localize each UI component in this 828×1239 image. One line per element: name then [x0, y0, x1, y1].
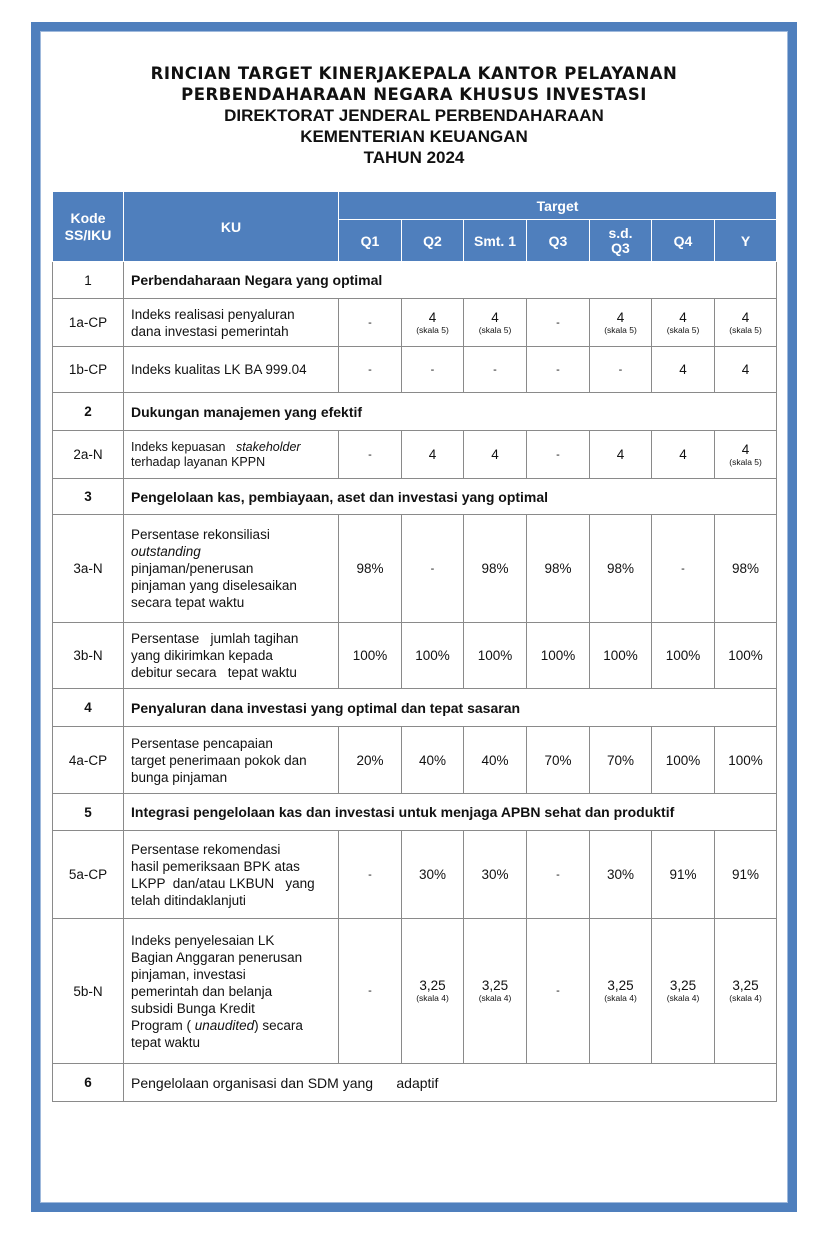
cell-smt1: 40% [464, 727, 527, 794]
cell-q3: 100% [527, 623, 590, 689]
row-code: 5a-CP [53, 831, 124, 919]
row-ku: Persentase pencapaian target penerimaan pokok dan bunga pinjaman [124, 727, 339, 794]
title-line-1: RINCIAN TARGET KINERJAKEPALA KANTOR PELAYANAN [150, 64, 678, 83]
table-row [53, 431, 777, 479]
cell-sdq3: 98% [590, 515, 652, 623]
cell-sdq3: 70% [590, 727, 652, 794]
row-ku: Persentase rekomendasi hasil pemeriksaan BPK atas LKPP dan/atau LKBUN yang telah ditindaklanjuti [124, 831, 339, 919]
title-line-3: DIREKTORAT JENDERAL PERBENDAHARAAN [224, 106, 604, 125]
section-code: 6 [53, 1064, 124, 1102]
section-label: Penyaluran dana investasi yang optimal dan tepat sasaran [124, 689, 777, 727]
row-ku: Persentase rekonsiliasi outstanding pinjaman/penerusan pinjaman yang diselesaikan secara tepat waktu [124, 515, 339, 623]
section-row [53, 393, 777, 431]
cell-sdq3: 3,25 (skala 4) [590, 919, 652, 1064]
cell-y: 100% [715, 623, 777, 689]
cell-q4: 100% [652, 623, 715, 689]
cell-smt1: 4 (skala 5) [464, 299, 527, 347]
cell-q1: - [339, 831, 402, 919]
row-code: 5b-N [53, 919, 124, 1064]
table-row [53, 831, 777, 919]
cell-y: 4 (skala 5) [715, 299, 777, 347]
cell-q1: 20% [339, 727, 402, 794]
cell-q1: - [339, 919, 402, 1064]
document-title [60, 63, 768, 168]
cell-smt1: 30% [464, 831, 527, 919]
section-label: Integrasi pengelolaan kas dan investasi untuk menjaga APBN sehat dan produktif [124, 794, 777, 831]
cell-q4: 4 [652, 347, 715, 393]
row-ku: Indeks kepuasan stakeholder terhadap layanan KPPN [124, 431, 339, 479]
row-ku: Indeks kualitas LK BA 999.04 [124, 347, 339, 393]
section-row [53, 689, 777, 727]
cell-q2: 3,25 (skala 4) [402, 919, 464, 1064]
row-ku: Indeks penyelesaian LK Bagian Anggaran penerusan pinjaman, investasi pemerintah dan belanja subsidi Bunga Kredit Program ( unaudited) secara tepat waktu [124, 919, 339, 1064]
header-q4: Q4 [652, 220, 715, 262]
cell-smt1: 100% [464, 623, 527, 689]
cell-y: 91% [715, 831, 777, 919]
table-row [53, 299, 777, 347]
cell-sdq3: - [590, 347, 652, 393]
cell-q3: - [527, 919, 590, 1064]
cell-q3: - [527, 831, 590, 919]
cell-y: 98% [715, 515, 777, 623]
section-code: 4 [53, 689, 124, 727]
cell-q4: 100% [652, 727, 715, 794]
header-q1: Q1 [339, 220, 402, 262]
cell-q4: 4 [652, 431, 715, 479]
cell-q2: - [402, 347, 464, 393]
cell-q2: - [402, 515, 464, 623]
cell-sdq3: 30% [590, 831, 652, 919]
header-sdq3: s.d. Q3 [590, 220, 652, 262]
title-line-5: TAHUN 2024 [363, 148, 465, 167]
cell-q3: - [527, 431, 590, 479]
cell-q2: 40% [402, 727, 464, 794]
cell-q3: 70% [527, 727, 590, 794]
title-line-2: PERBENDAHARAAN NEGARA KHUSUS INVESTASI [181, 85, 647, 104]
row-code: 1b-CP [53, 347, 124, 393]
section-row [53, 794, 777, 831]
cell-y: 4 (skala 5) [715, 431, 777, 479]
cell-q2: 4 (skala 5) [402, 299, 464, 347]
table-row [53, 919, 777, 1064]
row-ku: Indeks realisasi penyaluran dana investasi pemerintah [124, 299, 339, 347]
header-q2: Q2 [402, 220, 464, 262]
cell-q3: - [527, 347, 590, 393]
cell-y: 100% [715, 727, 777, 794]
target-table [52, 191, 777, 1102]
cell-sdq3: 4 (skala 5) [590, 299, 652, 347]
cell-y: 3,25 (skala 4) [715, 919, 777, 1064]
section-code: 5 [53, 794, 124, 831]
section-row [53, 1064, 777, 1102]
section-label: Dukungan manajemen yang efektif [124, 393, 777, 431]
cell-q4: - [652, 515, 715, 623]
cell-q3: - [527, 299, 590, 347]
cell-smt1: 98% [464, 515, 527, 623]
cell-smt1: 4 [464, 431, 527, 479]
table-row [53, 727, 777, 794]
header-q3: Q3 [527, 220, 590, 262]
row-code: 4a-CP [53, 727, 124, 794]
row-code: 3b-N [53, 623, 124, 689]
cell-q4: 4 (skala 5) [652, 299, 715, 347]
cell-q2: 30% [402, 831, 464, 919]
cell-q1: - [339, 347, 402, 393]
section-code: 2 [53, 393, 124, 431]
cell-sdq3: 100% [590, 623, 652, 689]
section-label: Pengelolaan kas, pembiayaan, aset dan investasi yang optimal [124, 479, 777, 515]
section-code: 1 [53, 262, 124, 299]
section-row [53, 262, 777, 299]
row-ku: Persentase jumlah tagihan yang dikirimkan kepada debitur secara tepat waktu [124, 623, 339, 689]
table-row [53, 623, 777, 689]
cell-q1: 100% [339, 623, 402, 689]
table-row [53, 515, 777, 623]
title-line-4: KEMENTERIAN KEUANGAN [300, 127, 528, 146]
cell-q4: 91% [652, 831, 715, 919]
header-kode: Kode SS/IKU [53, 192, 124, 262]
cell-smt1: - [464, 347, 527, 393]
cell-q1: - [339, 431, 402, 479]
header-smt1: Smt. 1 [464, 220, 527, 262]
table-row [53, 347, 777, 393]
header-y: Y [715, 220, 777, 262]
row-code: 1a-CP [53, 299, 124, 347]
row-code: 2a-N [53, 431, 124, 479]
cell-sdq3: 4 [590, 431, 652, 479]
cell-smt1: 3,25 (skala 4) [464, 919, 527, 1064]
cell-q3: 98% [527, 515, 590, 623]
section-label: Perbendaharaan Negara yang optimal [124, 262, 777, 299]
section-code: 3 [53, 479, 124, 515]
section-row [53, 479, 777, 515]
header-target: Target [339, 192, 777, 220]
cell-q2: 4 [402, 431, 464, 479]
cell-q1: 98% [339, 515, 402, 623]
section-label: Pengelolaan organisasi dan SDM yang adaptif [124, 1064, 777, 1102]
header-ku: KU [124, 192, 339, 262]
cell-q1: - [339, 299, 402, 347]
cell-y: 4 [715, 347, 777, 393]
cell-q2: 100% [402, 623, 464, 689]
cell-q4: 3,25 (skala 4) [652, 919, 715, 1064]
row-code: 3a-N [53, 515, 124, 623]
